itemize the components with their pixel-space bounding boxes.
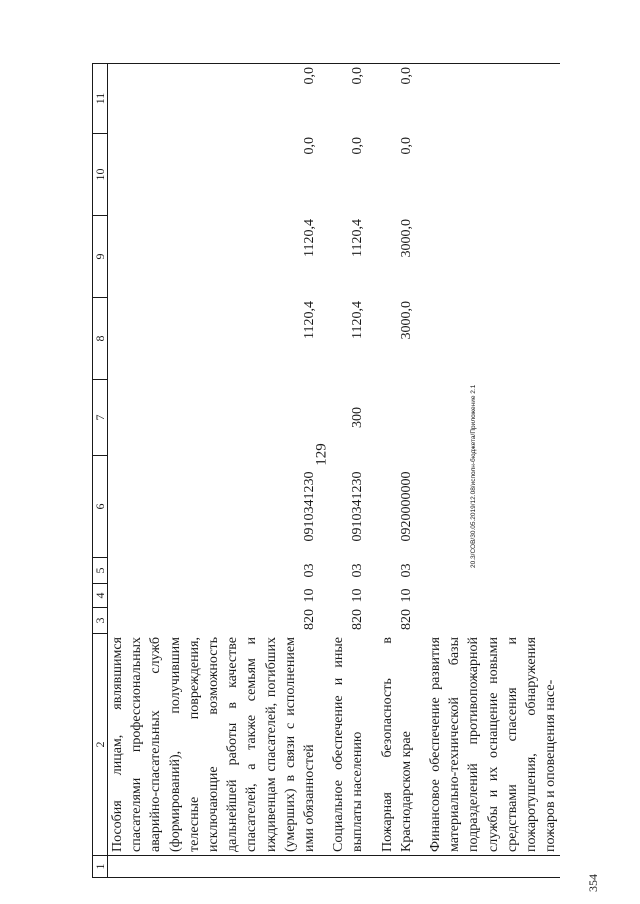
column-header-1: 1 <box>93 856 108 878</box>
cell-col-11 <box>426 64 560 134</box>
row-name: Финансовое обеспечение развития материально-технической базы подразделений противопожарной службы и их оснащение новыми средствами спасения и пожаротушения, обнаружения пожаров и оповещения насе- <box>426 634 560 856</box>
cell-col-3: 820 <box>398 609 414 630</box>
row-index-cell <box>378 856 416 878</box>
cell-col-11: 0,0 <box>378 64 416 134</box>
cell-col-3 <box>426 608 560 634</box>
cell-col-9: 1120,4 <box>302 219 318 257</box>
cell-col-7: 300 <box>350 407 366 428</box>
row-index-cell <box>329 856 367 878</box>
spacer-cell <box>319 298 329 380</box>
cell-col-10 <box>426 134 560 216</box>
cell-col-8: 1120,4 <box>350 301 366 339</box>
cell-col-6: 0920000000 <box>398 471 414 542</box>
table-header-row <box>93 64 108 878</box>
cell-col-11: 0,0 <box>329 64 367 134</box>
cell-col-6: 0910341230 <box>302 471 318 542</box>
row-spacer <box>416 64 426 878</box>
cell-col-3: 820 <box>302 609 318 630</box>
spacer-cell <box>368 298 378 380</box>
table-row <box>378 64 416 878</box>
cell-col-8: 1120,4 <box>302 301 318 339</box>
column-header-7: 7 <box>93 380 108 456</box>
cell-col-10: 0,0 <box>350 137 366 155</box>
spacer-cell <box>319 558 329 584</box>
cell-col-7 <box>378 380 416 456</box>
table-row <box>329 64 367 878</box>
spacer-cell <box>319 134 329 216</box>
spacer-cell <box>368 634 378 856</box>
spacer-cell <box>416 584 426 608</box>
cell-col-4: 10 <box>350 588 366 603</box>
cell-col-9: 3000,0 <box>398 219 414 258</box>
spacer-cell <box>416 634 426 856</box>
spacer-cell <box>319 584 329 608</box>
spacer-cell <box>416 456 426 558</box>
page-number: 129 <box>313 443 330 466</box>
cell-col-6: 0910341230 <box>350 471 366 542</box>
spacer-cell <box>368 380 378 456</box>
row-index-cell <box>108 856 320 878</box>
cell-col-10: 0,0 <box>398 137 414 155</box>
budget-table <box>92 63 560 878</box>
spacer-cell <box>368 608 378 634</box>
cell-col-9: 1120,4 <box>350 219 366 257</box>
column-header-4: 4 <box>93 584 108 608</box>
spacer-cell <box>368 134 378 216</box>
cell-col-9 <box>426 216 560 298</box>
row-name: Пожарная безопасность в Краснодарском крае <box>378 634 416 856</box>
spacer-cell <box>319 608 329 634</box>
spacer-cell <box>319 380 329 456</box>
spacer-cell <box>319 456 329 558</box>
spacer-cell <box>416 608 426 634</box>
cell-col-8 <box>426 298 560 380</box>
spacer-cell <box>368 584 378 608</box>
row-spacer <box>319 64 329 878</box>
spacer-cell <box>416 216 426 298</box>
cell-col-5 <box>426 558 560 584</box>
spacer-cell <box>416 380 426 456</box>
column-header-10: 10 <box>93 134 108 216</box>
spacer-cell <box>319 856 329 878</box>
column-header-5: 5 <box>93 558 108 584</box>
table-row <box>108 64 320 878</box>
row-spacer <box>368 64 378 878</box>
cell-col-4: 10 <box>398 588 414 603</box>
cell-col-5: 03 <box>302 563 318 578</box>
cell-col-11: 0,0 <box>108 64 320 134</box>
cell-col-4: 10 <box>302 588 318 603</box>
spacer-cell <box>416 64 426 134</box>
row-name: Пособия лицам, являвшимся спасателями профессиональных аварийно-спасательных служб (формирований), получившим телесные повреждения, исключающие возможность дальнейшей работы в качестве спасателей, а также семьям и иждивенцам спасателей, погибших (умерших) в связи с исполнением ими обязанностей <box>108 634 320 856</box>
spacer-cell <box>368 216 378 298</box>
column-header-9: 9 <box>93 216 108 298</box>
document-reference-note: 20.3/СОВ/30.05.2019/12.08/исполн-бюджета/Приложение 2.1 <box>470 384 477 568</box>
cell-col-5: 03 <box>398 563 414 578</box>
table-row <box>426 64 560 878</box>
row-name: Социальное обеспечение и иные выплаты населению <box>329 634 367 856</box>
cell-col-6 <box>426 456 560 558</box>
column-header-2: 2 <box>93 634 108 856</box>
spacer-cell <box>368 456 378 558</box>
cell-col-7 <box>426 380 560 456</box>
spacer-cell <box>319 634 329 856</box>
cell-col-10: 0,0 <box>302 137 318 155</box>
spacer-cell <box>319 216 329 298</box>
column-header-11: 11 <box>93 64 108 134</box>
column-header-3: 3 <box>93 608 108 634</box>
spacer-cell <box>319 64 329 134</box>
spacer-cell <box>368 64 378 134</box>
spacer-cell <box>416 856 426 878</box>
spacer-cell <box>416 134 426 216</box>
spacer-cell <box>368 856 378 878</box>
cell-col-4 <box>426 584 560 608</box>
cell-col-8: 3000,0 <box>398 301 414 340</box>
column-header-8: 8 <box>93 298 108 380</box>
cell-col-5: 03 <box>350 563 366 578</box>
row-index-cell <box>426 856 560 878</box>
spacer-cell <box>368 558 378 584</box>
column-header-6: 6 <box>93 456 108 558</box>
budget-table-rotated <box>92 64 624 878</box>
cell-col-3: 820 <box>350 609 366 630</box>
spacer-cell <box>416 298 426 380</box>
sheet-number: 354 <box>586 874 600 892</box>
spacer-cell <box>416 558 426 584</box>
cell-col-7 <box>108 380 320 456</box>
